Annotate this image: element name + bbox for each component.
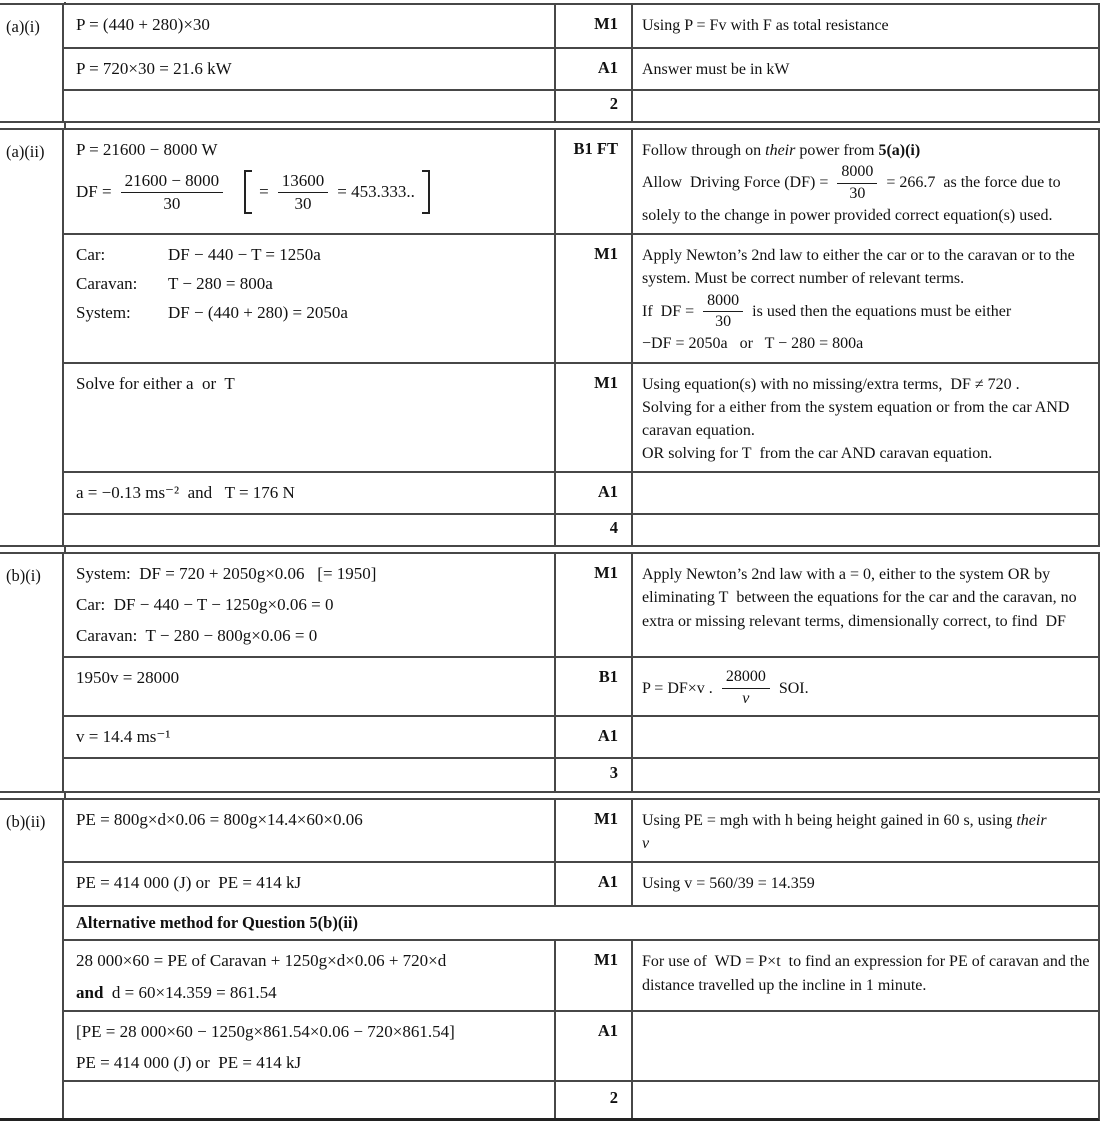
working-cell (64, 1082, 556, 1118)
mark-code: M1 (594, 244, 618, 264)
total-row (64, 759, 1098, 791)
comment-line: OR solving for T from the car AND caravan equation. (642, 445, 993, 463)
equation-label: Car: (76, 245, 106, 265)
left-bracket (244, 170, 252, 214)
table-row (64, 1012, 1098, 1082)
section-b-ii (0, 798, 1100, 1121)
comment-cell (633, 941, 1098, 1009)
section-a-i (0, 3, 1100, 123)
comment-line: Apply Newton’s 2nd law with a = 0, either to the system OR by eliminating T between the equations for the car and the caravan, no extra or missing relevant terms, dimensionally correct, to find DF (642, 566, 1077, 630)
equation-line (76, 170, 546, 214)
working-text: P = (440 + 280)×30 (76, 15, 210, 34)
total-marks (556, 759, 633, 791)
part-label (0, 800, 64, 1118)
mark-code: A1 (597, 482, 618, 502)
table-row (64, 49, 1098, 91)
working-cell (64, 473, 556, 513)
equation-text: T − 280 = 800a (168, 274, 273, 294)
working-text: PE = 800g×d×0.06 = 800g×14.4×60×0.06 (76, 810, 363, 830)
section-b-i (0, 552, 1100, 793)
right-bracket (422, 170, 430, 214)
table-row (64, 235, 1098, 363)
numerator: 28000 (722, 668, 770, 688)
numerator: 21600 − 8000 (121, 171, 224, 193)
equation-mid: = (259, 182, 269, 202)
numerator: 13600 (278, 171, 329, 193)
part-label (0, 130, 64, 545)
total-row (64, 515, 1098, 545)
comment-cell (633, 130, 1098, 233)
mark-code: A1 (597, 726, 618, 746)
denominator: 30 (163, 193, 181, 213)
denominator: 30 (294, 193, 312, 213)
comment-cell (633, 515, 1098, 545)
working-text: v = 14.4 ms⁻¹ (76, 727, 171, 747)
total-value: 2 (609, 94, 618, 113)
working-text: System: DF = 720 + 2050g×0.06 [= 1950] (76, 564, 377, 584)
part-label-text: (b)(i) (6, 566, 41, 586)
working-text: PE = 414 000 (J) or PE = 414 kJ (76, 1052, 302, 1072)
mark-cell (556, 863, 633, 905)
comment-text: power from (795, 142, 879, 159)
mark-cell (556, 1012, 633, 1080)
comment-line: Solving for a either from the system equation or from the car AND caravan equation. (642, 398, 1070, 439)
table-row (64, 130, 1098, 235)
fraction (121, 171, 224, 213)
section-rows (64, 5, 1098, 121)
total-value: 4 (609, 518, 618, 538)
mark-code: A1 (597, 1020, 618, 1040)
comment-italic: their (1016, 812, 1047, 830)
comment-cell (633, 5, 1098, 47)
mark-cell (556, 941, 633, 1009)
comment-cell (633, 863, 1098, 905)
fraction (837, 163, 877, 203)
equation-label: System: (76, 303, 131, 323)
mark-code: B1 (598, 667, 618, 687)
comment-equation-line (642, 291, 1092, 333)
working-cell (64, 759, 556, 791)
total-value: 3 (609, 763, 618, 783)
comment-equation-line (642, 162, 1092, 204)
mark-cell (556, 473, 633, 513)
comment-line: solely to the change in power provided correct equation(s) used. (642, 206, 1053, 224)
working-text: Solve for either a or T (76, 373, 235, 393)
total-marks (556, 91, 633, 121)
table-row (64, 5, 1098, 49)
comment-cell (633, 800, 1098, 861)
alt-method-header: Alternative method for Question 5(b)(ii) (76, 913, 358, 933)
working-cell (64, 717, 556, 757)
mark-code: M1 (594, 950, 618, 970)
mark-code: B1 FT (573, 139, 618, 158)
comment-line: Using equation(s) with no missing/extra terms, DF ≠ 720 . (642, 375, 1020, 393)
comment-text: = 266.7 as the force due to (886, 174, 1061, 192)
comment-cell (633, 759, 1098, 791)
comment-cell (633, 364, 1098, 472)
comment-text: Answer must be in kW (642, 61, 790, 78)
fraction (278, 171, 329, 213)
comment-text: SOI. (778, 679, 809, 697)
mark-code: M1 (594, 809, 618, 829)
numerator: 8000 (703, 292, 743, 312)
working-text: Car: DF − 440 − T − 1250g×0.06 = 0 (76, 595, 334, 615)
comment-cell (633, 554, 1098, 656)
section-a-ii (0, 128, 1100, 547)
denominator: 30 (849, 184, 866, 202)
working-text: a = −0.13 ms⁻² and T = 176 N (76, 483, 295, 503)
total-row (64, 91, 1098, 121)
equation-text: DF − 440 − T = 1250a (168, 245, 321, 265)
comment-cell (633, 473, 1098, 513)
working-cell (64, 515, 556, 545)
part-label-text: (b)(ii) (6, 812, 46, 832)
comment-line: Using v = 560/39 = 14.359 (642, 875, 815, 893)
mark-cell (556, 658, 633, 715)
table-row (64, 941, 1098, 1011)
fraction (703, 292, 743, 332)
working-cell (64, 1012, 556, 1080)
equation-list (76, 244, 546, 324)
mark-code: A1 (597, 872, 618, 892)
comment-line: For use of WD = P×t to find an expression for PE of caravan and the distance travelled up the incline in 1 minute. (642, 953, 1090, 994)
section-rows (64, 800, 1098, 1118)
working-text: [PE = 28 000×60 − 1250g×861.54×0.06 − 720×861.54] (76, 1021, 455, 1041)
working-text: P = 21600 − 8000 W (76, 140, 218, 159)
table-row (64, 473, 1098, 515)
denominator: 30 (715, 312, 732, 330)
equation-label: Caravan: (76, 274, 138, 294)
comment-text: Using P = Fv with F as total resistance (642, 17, 889, 34)
comment-cell (633, 658, 1098, 715)
mark-cell (556, 5, 633, 47)
comment-line (642, 809, 1092, 832)
denominator: v (742, 689, 750, 707)
working-cell (64, 91, 556, 121)
mark-cell (556, 800, 633, 861)
comment-text: Using PE = mgh with h being height gained in 60 s, using (642, 812, 1017, 830)
working-cell (64, 863, 556, 905)
comment-cell (633, 717, 1098, 757)
table-row (64, 800, 1098, 863)
working-cell (64, 554, 556, 656)
part-label-text: (a)(i) (6, 17, 40, 36)
comment-bold-ref: 5(a)(i) (878, 142, 921, 159)
total-value: 2 (609, 1087, 618, 1107)
table-row (64, 658, 1098, 717)
working-cell (64, 235, 556, 361)
mark-cell (556, 49, 633, 89)
comment-line (642, 139, 1092, 162)
mark-cell (556, 130, 633, 233)
bold-and: and (76, 982, 104, 1002)
comment-text: If DF = (642, 302, 695, 320)
working-text: Caravan: T − 280 − 800g×0.06 = 0 (76, 626, 318, 646)
working-cell (64, 130, 556, 233)
working-text: PE = 414 000 (J) or PE = 414 kJ (76, 873, 302, 893)
working-cell (64, 800, 556, 861)
comment-line: Apply Newton’s 2nd law to either the car or to the caravan or to the system. Must be correct number of relevant terms. (642, 247, 1075, 288)
working-text (76, 982, 546, 1004)
part-label (0, 5, 64, 121)
mark-code: M1 (594, 14, 618, 33)
table-row (64, 364, 1098, 474)
mark-cell (556, 235, 633, 361)
total-marks (556, 1082, 633, 1118)
total-row (64, 1082, 1098, 1118)
total-marks (556, 515, 633, 545)
comment-text: Allow Driving Force (DF) = (642, 174, 829, 192)
part-label-text: (a)(ii) (6, 142, 45, 161)
alt-method-row (64, 907, 1098, 941)
table-row (64, 863, 1098, 907)
comment-line: −DF = 2050a or T − 280 = 800a (642, 335, 864, 353)
comment-cell (633, 49, 1098, 89)
comment-cell (633, 1012, 1098, 1080)
equation-tail: = 453.333.. (337, 182, 415, 202)
working-text: P = 720×30 = 21.6 kW (76, 59, 232, 78)
mark-code: M1 (594, 563, 618, 583)
comment-cell (633, 1082, 1098, 1118)
mark-cell (556, 717, 633, 757)
fraction (722, 668, 770, 708)
section-rows (64, 130, 1098, 545)
working-cell (64, 5, 556, 47)
comment-line: v (642, 835, 650, 853)
comment-equation-line (642, 667, 1092, 709)
working-text: d = 60×14.359 = 861.54 (103, 982, 277, 1002)
table-row (64, 554, 1098, 658)
comment-cell (633, 235, 1098, 361)
mark-cell (556, 364, 633, 472)
comment-text: is used then the equations must be either (752, 302, 1012, 320)
equation-text: DF − (440 + 280) = 2050a (168, 303, 348, 323)
equation-lhs: DF = (76, 182, 112, 202)
part-label (0, 554, 64, 791)
comment-text: Follow through on (642, 142, 766, 159)
comment-italic: their (765, 142, 796, 159)
working-cell (64, 941, 556, 1009)
comment-cell (633, 91, 1098, 121)
working-cell (64, 658, 556, 715)
mark-code: A1 (597, 58, 618, 77)
working-text: 1950v = 28000 (76, 668, 180, 688)
working-cell (64, 364, 556, 472)
working-text: 28 000×60 = PE of Caravan + 1250g×d×0.06 + 720×d (76, 951, 447, 971)
table-row (64, 717, 1098, 759)
mark-cell (556, 554, 633, 656)
mark-code: M1 (594, 372, 618, 392)
working-cell (64, 49, 556, 89)
section-rows (64, 554, 1098, 791)
comment-text: P = DF×v . (642, 679, 713, 697)
numerator: 8000 (837, 163, 877, 183)
